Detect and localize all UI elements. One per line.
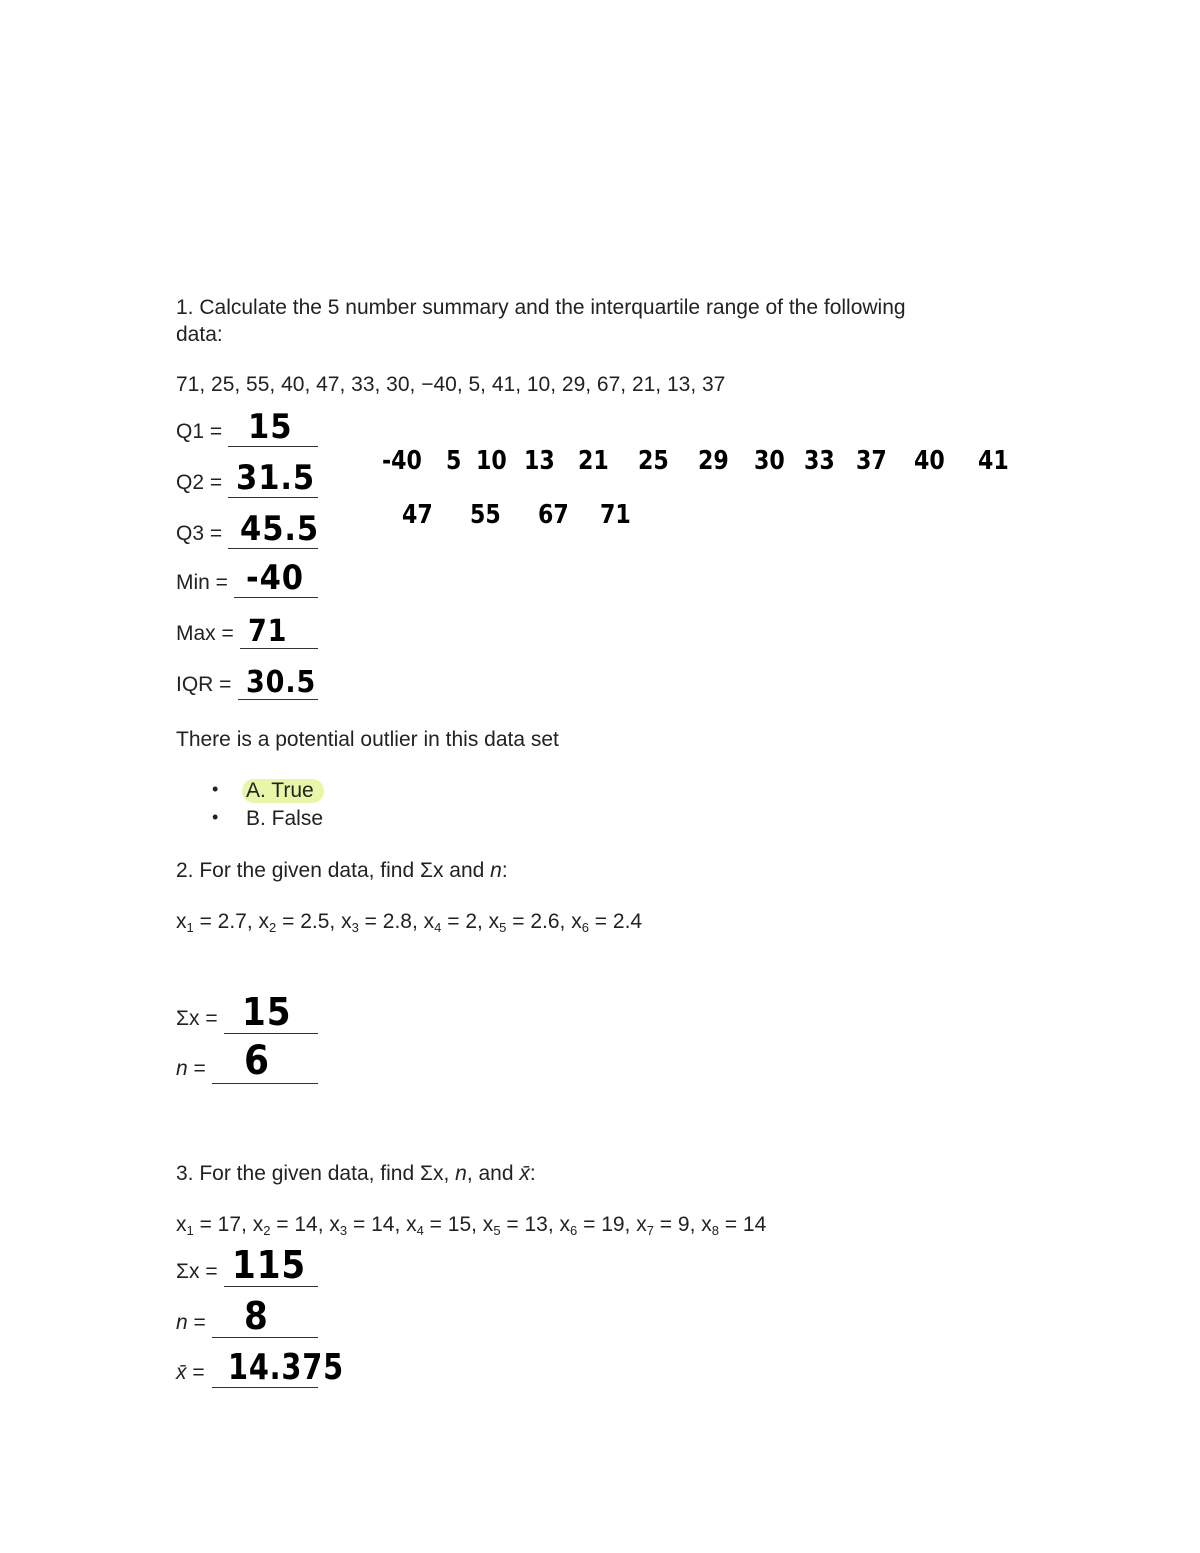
field-label: IQR = [176, 673, 232, 696]
q2-sum-field [176, 990, 321, 1034]
field-label: n = [176, 1311, 206, 1334]
handwritten-answer: 31.5 [236, 458, 316, 498]
field-label: Q3 = [176, 522, 223, 545]
handwritten-answer: 15 [242, 990, 292, 1034]
q1-data-line: 71, 25, 55, 40, 47, 33, 30, −40, 5, 41, 10, 29, 67, 21, 13, 37 [176, 373, 726, 396]
sorted-value: 25 [638, 446, 669, 476]
sorted-value: 33 [804, 446, 835, 476]
q1-field-q2 [176, 458, 321, 498]
field-label: Σx = [176, 1007, 218, 1030]
sorted-value: 5 [446, 446, 462, 476]
bullet: • [212, 779, 219, 799]
q1-field-iqr [176, 666, 326, 700]
handwritten-answer: 15 [248, 407, 293, 447]
q1-prompt-line1: 1. Calculate the 5 number summary and the interquartile range of the following [176, 296, 906, 319]
q3-prompt: 3. For the given data, find Σx, n, and x̄: [176, 1162, 536, 1185]
field-label: n = [176, 1057, 206, 1080]
bullet: • [212, 807, 219, 827]
q3-sum-field [176, 1243, 321, 1287]
handwritten-answer: -40 [246, 558, 304, 598]
sorted-value: 47 [402, 500, 433, 530]
q2-n-field [176, 1038, 321, 1084]
sorted-value: 41 [978, 446, 1009, 476]
handwritten-answer: 6 [244, 1038, 270, 1084]
q2-prompt: 2. For the given data, find Σx and n: [176, 859, 508, 882]
handwritten-answer: 14.375 [228, 1347, 344, 1388]
sorted-value: 55 [470, 500, 501, 530]
handwritten-answer: 115 [232, 1243, 307, 1287]
q3-n-field [176, 1294, 321, 1338]
q1-prompt-line2: data: [176, 323, 223, 346]
sorted-value: 71 [600, 500, 631, 530]
q3-values: $x_1 = 17$, $x_2 = 14$, $x_3 = 14$, $x_4 = 15$, $x_5 = 13$, $x_6 = 19$, $x_7 = 9$, $x_8 = 14$ [176, 1213, 767, 1238]
sorted-value: 13 [524, 446, 555, 476]
sorted-value: 67 [538, 500, 569, 530]
field-label: Σx = [176, 1260, 218, 1283]
field-label: x̄ = [176, 1361, 205, 1384]
q2-values: $x_1 = 2.7$, $x_2 = 2.5$, $x_3 = 2.8$, $x_4 = 2$, $x_5 = 2.6$, $x_6 = 2.4$ [176, 910, 643, 935]
field-label: Min = [176, 571, 228, 594]
sorted-value: 10 [476, 446, 507, 476]
field-label: Max = [176, 622, 234, 645]
handwritten-answer: 8 [244, 1294, 269, 1338]
handwritten-answer: 45.5 [240, 509, 320, 549]
sorted-value: 29 [698, 446, 729, 476]
sorted-value: 37 [856, 446, 887, 476]
q1-field-min [176, 558, 321, 598]
field-label: Q2 = [176, 471, 223, 494]
sorted-value: -40 [382, 446, 422, 476]
q1-field-q1 [176, 407, 321, 447]
sorted-value: 30 [754, 446, 785, 476]
option-label: A. True [242, 779, 324, 803]
q1-field-max [176, 615, 321, 649]
sorted-value: 21 [578, 446, 609, 476]
handwritten-answer: 30.5 [246, 665, 317, 700]
option-label: B. False [246, 807, 324, 830]
q1-field-q3 [176, 509, 321, 549]
sorted-value: 40 [914, 446, 945, 476]
q3-xbar-field [176, 1347, 344, 1388]
handwritten-answer: 71 [248, 614, 288, 649]
field-label: Q1 = [176, 420, 223, 443]
outlier-prompt: There is a potential outlier in this data set [176, 728, 559, 751]
